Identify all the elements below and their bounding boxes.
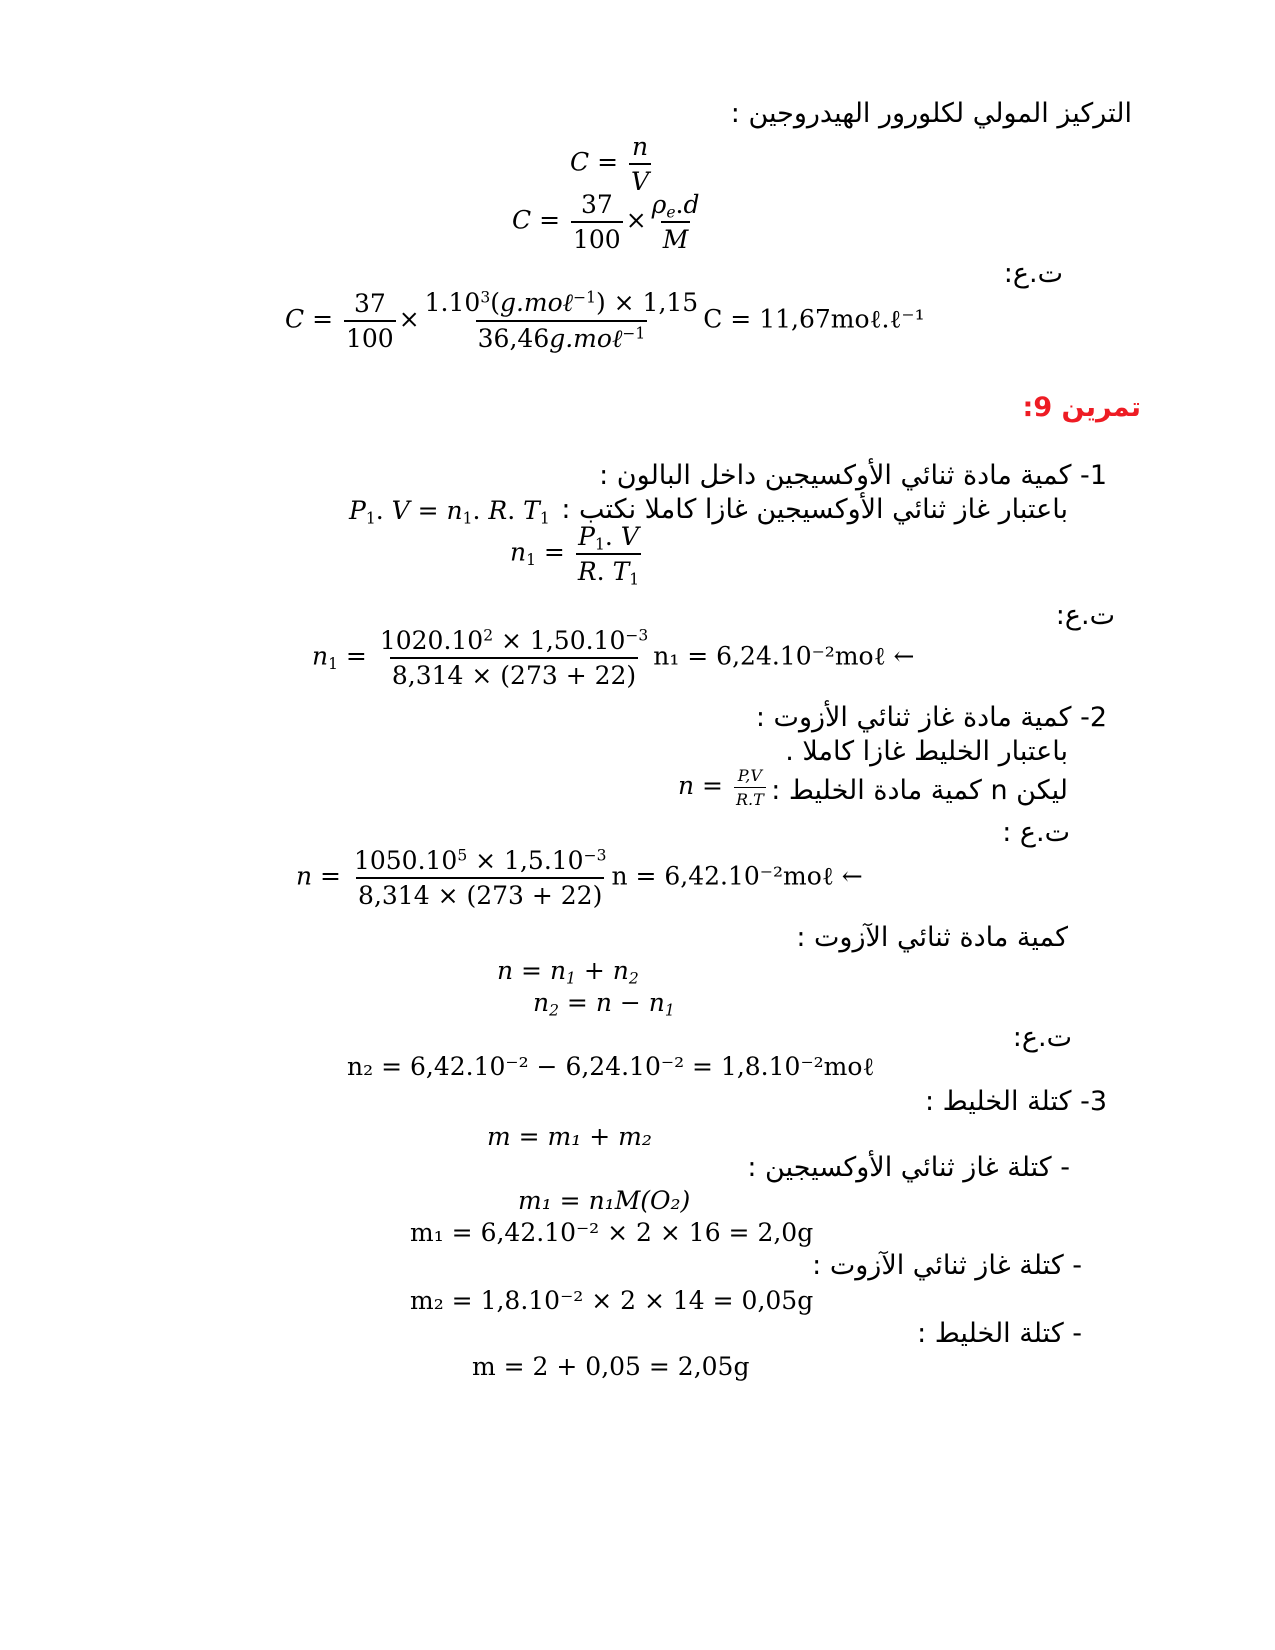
q3-mixture-mass-value: m = 2 + 0,05 = 2,05g bbox=[472, 1352, 750, 1381]
q3-mass-sum: m = m₁ + m₂ bbox=[487, 1122, 652, 1151]
q2-ideal-gas-text: باعتبار الخليط غازا كاملا . bbox=[785, 736, 1068, 767]
q2-let-n-text: ليكن n كمية مادة الخليط : bbox=[771, 775, 1068, 806]
q3-m1-value: m₁ = 6,42.10⁻² × 2 × 16 = 2,0g bbox=[410, 1218, 814, 1247]
q3-m2-value: m₂ = 1,8.10⁻² × 2 × 14 = 0,05g bbox=[410, 1286, 814, 1315]
q2-numerical-application-label-2: ت.ع: bbox=[1012, 1022, 1072, 1053]
q2-n2-result: n₂ = 6,42.10⁻² − 6,24.10⁻² = 1,8.10⁻²moℓ bbox=[347, 1052, 875, 1081]
exercise-title: تمرين 9: bbox=[1022, 392, 1141, 423]
concentration-result: C = 11,67moℓ.ℓ⁻¹ bbox=[703, 304, 925, 334]
q2-n-formula: n = $\frac{P,V}{R.T}$ bbox=[678, 766, 764, 809]
formula-c-percent: C = $\frac{37}{100}$ × $\frac{\rho_e.d}{M}$ bbox=[512, 190, 700, 254]
q1-numerical-application-label: ت.ع: bbox=[1055, 600, 1115, 631]
q3-m1-formula: m₁ = n₁M(O₂) bbox=[518, 1186, 691, 1215]
q3-mixture-mass-heading: - كتلة الخليط : bbox=[917, 1318, 1082, 1349]
q3-title: 3- كتلة الخليط : bbox=[924, 1086, 1107, 1117]
q1-n1-formula: $n_1$ = $\frac{P_1. V}{R. T_1}$ bbox=[510, 522, 640, 589]
q1-ideal-gas-text: باعتبار غاز ثنائي الأوكسيجين غازا كاملا نكتب : bbox=[561, 494, 1068, 525]
q1-result: n₁ = 6,24.10⁻²moℓ ← bbox=[653, 641, 915, 671]
q2-n-sum: $n = n_1 + n_2$ bbox=[497, 956, 639, 988]
q3-o2-mass-heading: - كتلة غاز ثنائي الأوكسيجين : bbox=[747, 1152, 1070, 1183]
q1-ideal-gas-equation: $P_1$. $V = n_1$. R. $T_1$ bbox=[349, 496, 550, 528]
q1-n1-numeric: $n_1$ = $\frac{1020.10^2 \times 1,50.10^{-3}}{8,314 \times (273 + 22)}$ n₁ = 6,24.10⁻²moℓ ← bbox=[312, 626, 915, 690]
concentration-heading: التركيز المولي لكلورور الهيدروجين : bbox=[730, 98, 1132, 129]
q2-numerical-application-label: ت.ع : bbox=[1002, 817, 1070, 848]
q2-title: 2- كمية مادة غاز ثنائي الأزوت : bbox=[755, 702, 1107, 733]
q2-n2-diff: $n_2 = n - n_1$ bbox=[533, 988, 675, 1020]
q2-result: n = 6,42.10⁻²moℓ ← bbox=[611, 861, 863, 891]
q1-title: 1- كمية مادة ثنائي الأوكسيجين داخل البالون : bbox=[599, 460, 1107, 491]
q2-n2-heading: كمية مادة ثنائي الآزوت : bbox=[796, 922, 1068, 953]
numerical-application-label: ت.ع: bbox=[1003, 258, 1063, 289]
q2-n-numeric: n = $\frac{1050.10^5 \times 1,5.10^{-3}}{8,314 \times (273 + 22)}$ n = 6,42.10⁻²moℓ ← bbox=[296, 846, 863, 910]
formula-c-n-over-v: C = $\frac{n}{V}$ bbox=[570, 132, 650, 196]
formula-c-numeric: C = $\frac{37}{100}$ × $\frac{1.10^3(g.mo\ell^{-1}) \times 1,15}{36,46g.mo\ell^{-1}}$ C = 11,67moℓ.ℓ⁻¹ bbox=[285, 288, 925, 353]
q3-n2-mass-heading: - كتلة غاز ثنائي الآزوت : bbox=[812, 1250, 1082, 1281]
